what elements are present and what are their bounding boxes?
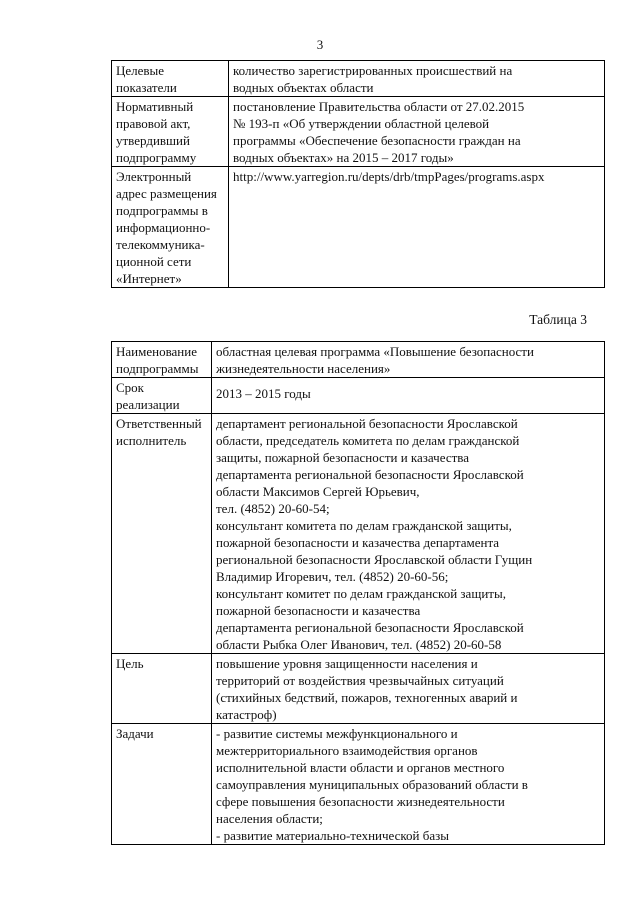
table-subprogram-info: [111, 60, 605, 288]
row-label: Целевые показатели: [112, 61, 229, 97]
row-label: Электронный адрес размещения подпрограммы в информационно- телекоммуника- ционной сети «Интернет»: [112, 167, 229, 288]
row-value: повышение уровня защищенности населения и территорий от воздействия чрезвычайных ситуаций (стихийных бедствий, пожаров, техногенных аварий и катастроф): [212, 654, 605, 724]
table-row: [112, 378, 605, 414]
row-value: [229, 167, 605, 288]
row-label: Срок реализации: [112, 378, 212, 414]
url-text: http://www.yarregion.ru/depts/drb/tmpPages/programs.aspx: [233, 169, 545, 184]
table-row: [112, 342, 605, 378]
row-value: постановление Правительства области от 27.02.2015 № 193-п «Об утверждении областной целевой программы «Обеспечение безопасности граждан на водных объектах» на 2015 – 2017 годы»: [229, 97, 605, 167]
row-value: департамент региональной безопасности Ярославской области, председатель комитета по делам гражданской защиты, пожарной безопасности и казачества департамента региональной безопасности Ярославской области Максимов Сергей Юрьевич, тел. (4852) 20-60-54; консультант комитета по делам гражданской защиты, пожарной безопасности и казачества департамента региональной безопасности Ярославской области Гущин Владимир Игоревич, тел. (4852) 20-60-56; консультант комитет по делам гражданской защиты, пожарной безопасности и казачества департамента региональной безопасности Ярославской области Рыбка Олег Иванович, тел. (4852) 20-60-58: [212, 414, 605, 654]
row-label: Наименование подпрограммы: [112, 342, 212, 378]
row-value: 2013 – 2015 годы: [212, 378, 605, 414]
table-row: [112, 61, 605, 97]
table-row: [112, 724, 605, 845]
table-row: [112, 654, 605, 724]
table-row: [112, 167, 605, 288]
table-row: [112, 414, 605, 654]
row-value: количество зарегистрированных происшествий на водных объектах области: [229, 61, 605, 97]
table-3: [111, 341, 605, 845]
table-row: [112, 97, 605, 167]
table-caption: Таблица 3: [529, 312, 587, 327]
row-value: областная целевая программа «Повышение безопасности жизнедеятельности населения»: [212, 342, 605, 378]
row-label: Цель: [112, 654, 212, 724]
row-label: Задачи: [112, 724, 212, 845]
page-number: 3: [316, 37, 324, 52]
row-value: - развитие системы межфункционального и межтерриториального взаимодействия органов исполнительной власти области и органов местного самоуправления муниципальных образований области в сфере повышения безопасности жизнедеятельности населения области; - развитие материально-технической базы: [212, 724, 605, 845]
row-label: Нормативный правовой акт, утвердивший подпрограмму: [112, 97, 229, 167]
row-label: Ответственный исполнитель: [112, 414, 212, 654]
